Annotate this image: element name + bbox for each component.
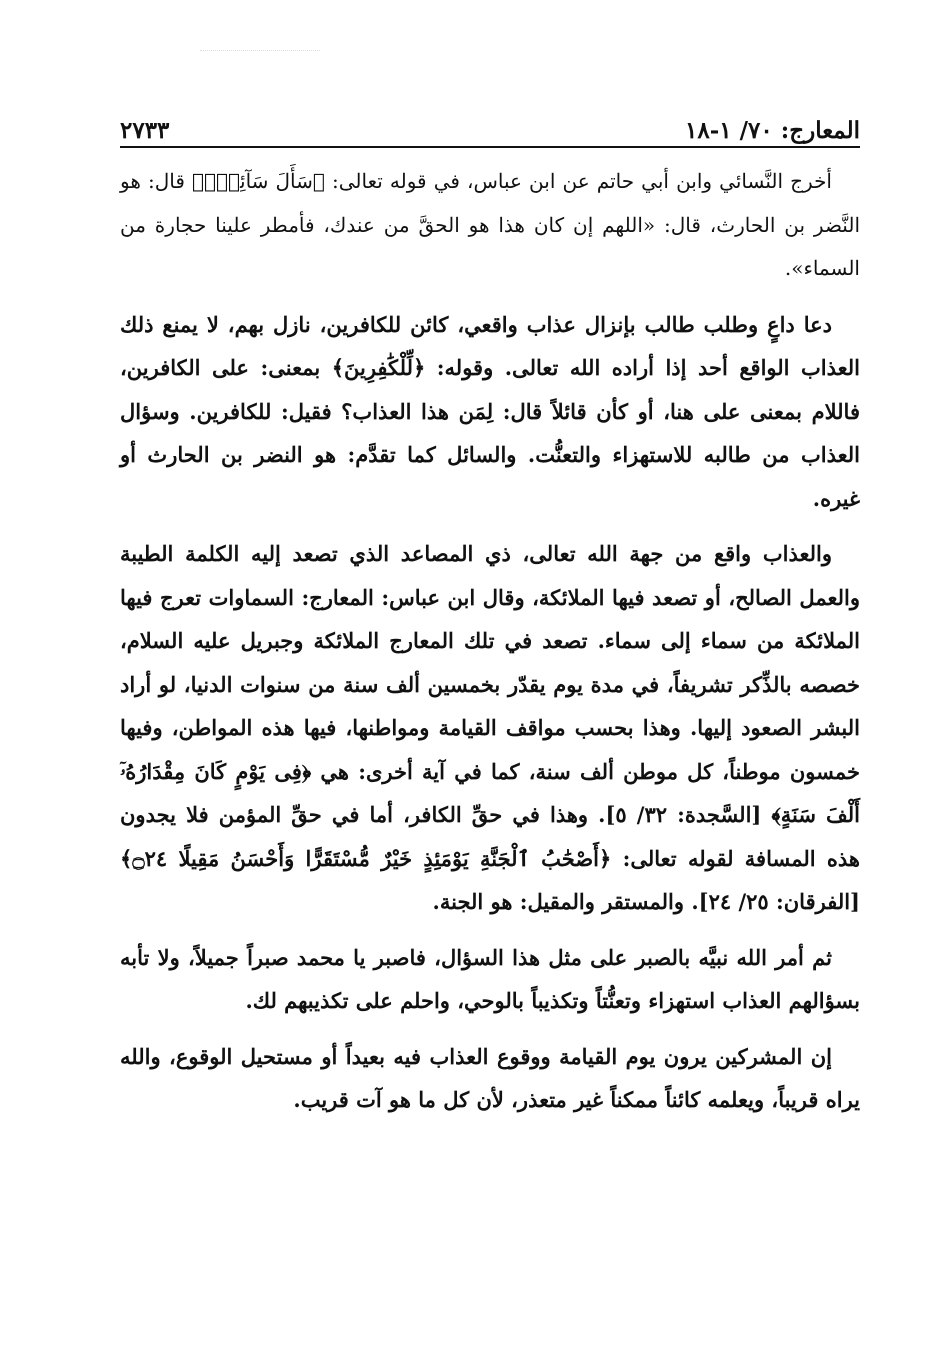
- paragraph-commentary-1: دعا داعٍ وطلب طالب بإنزال عذاب واقعي، كائن للكافرين، نازل بهم، لا يمنع ذلك العذاب الواقع أحد إذا أراده الله تعالى. وقوله: ﴿لِّلْكَٰفِرِينَ﴾ بمعنى: على الكافرين، فاللام بمعنى على هنا، أو كأن قائلاً قال: لِمَن هذا العذاب؟ فقيل: للكافرين. وسؤال العذاب من طالبه للاستهزاء والتعنُّت. والسائل كما تقدَّم: هو النضر بن الحارث أو غيره.: [120, 311, 860, 511]
- page-body: [120, 160, 860, 1134]
- running-title: المعارج: ٧٠/ ١-١٨: [684, 117, 860, 144]
- scan-artifact: [200, 50, 320, 61]
- paragraph-hadith: أخرج النَّسائي وابن أبي حاتم عن ابن عباس، في قوله تعالى: ﴿سَأَلَ سَآئِلُۢ﴾ قال: هو النَّضر بن الحارث، قال: «اللهم إن كان هذا هو الحقَّ من عندك، فأمطر علينا حجارة من السماء».: [120, 169, 860, 280]
- header-divider: [120, 146, 860, 148]
- page-header: [120, 100, 860, 144]
- paragraph-commentary-2: والعذاب واقع من جهة الله تعالى، ذي المصاعد الذي تصعد إليه الكلمة الطيبة والعمل الصالح، أو تصعد فيها الملائكة، وقال ابن عباس: المعارج: السماوات تعرج فيها الملائكة من سماء إلى سماء. تصعد في تلك المعارج الملائكة وجبريل عليه السلام، خصصه بالذِّكر تشريفاً، في مدة يوم يقدّر بخمسين ألف سنة من سنوات الدنيا، لو أراد البشر الصعود إليها. وهذا بحسب مواقف القيامة ومواطنها، فيها هذه المواطن، وفيها خمسون موطناً، كل موطن ألف سنة، كما في آية أخرى: هي ﴿فِى يَوْمٍ كَانَ مِقْدَارُهُۥٓ أَلْفَ سَنَةٍ﴾ [السَّجدة: ٣٢/ ٥]. وهذا في حقِّ الكافر، أما في حقِّ المؤمن فلا يجدون هذه المسافة لقوله تعالى: ﴿أَصْحَٰبُ ٱلْجَنَّةِ يَوْمَئِذٍ خَيْرٌ مُّسْتَقَرًّا وَأَحْسَنُ مَقِيلًا ۝٢٤﴾ [الفرقان: ٢٥/ ٢٤]. والمستقر والمقيل: هو الجنة.: [120, 541, 860, 914]
- page-number: ٢٧٣٣: [120, 117, 170, 144]
- paragraph-commentary-3: ثم أمر الله نبيَّه بالصبر على مثل هذا السؤال، فاصبر يا محمد صبراً جميلاً، ولا تأبه بسؤالهم العذاب استهزاء وتعنُّتاً وتكذيباً بالوحي، واحلم على تكذيبهم لك.: [120, 944, 860, 1013]
- paragraph-commentary-4: إن المشركين يرون يوم القيامة ووقوع العذاب فيه بعيداً أو مستحيل الوقوع، والله يراه قريباً، ويعلمه كائناً ممكناً غير متعذر، لأن كل ما هو آت قريب.: [120, 1043, 860, 1112]
